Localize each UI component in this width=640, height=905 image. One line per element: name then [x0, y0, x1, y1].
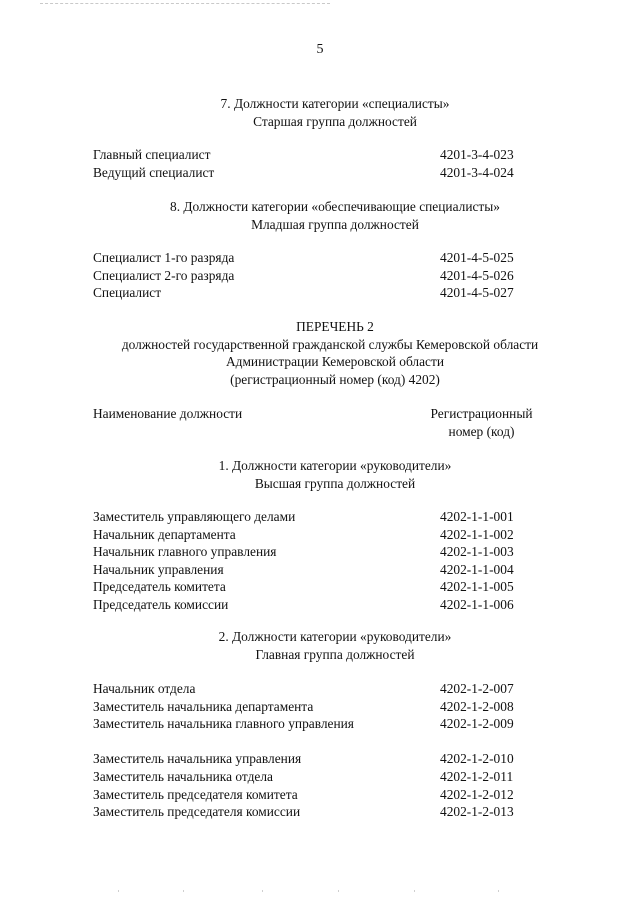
section-2-table: [0, 680, 640, 821]
position-code: 4202-1-2-011: [440, 768, 514, 784]
column-header-code-line1: Регистрационный: [430, 406, 533, 421]
position-code: 4201-4-5-025: [440, 250, 514, 265]
section-title: 7. Должности категории «специалисты»: [220, 96, 450, 111]
position-name: Специалист: [93, 285, 162, 301]
column-header-code: [424, 405, 539, 440]
table-row: [0, 596, 640, 614]
position-name: Председатель комиссии: [93, 596, 229, 612]
section-2-heading: [0, 628, 640, 663]
position-name: Заместитель председателя комиссии: [93, 804, 301, 820]
list-title: ПЕРЕЧЕНЬ 2: [296, 319, 374, 334]
position-name: Заместитель начальника управления: [93, 751, 302, 767]
position-code: 4202-1-2-013: [440, 804, 514, 820]
table-header-row: [0, 405, 640, 441]
section-1-table: [0, 508, 640, 614]
position-name: Специалист 2-го разряда: [93, 267, 235, 283]
position-code: 4202-1-2-009: [440, 716, 514, 732]
table-row: [0, 680, 640, 698]
table-row: [0, 715, 640, 750]
position-name: Начальник отдела: [93, 681, 196, 696]
section-7-table: [0, 146, 640, 181]
position-name: Начальник главного управления: [93, 544, 277, 560]
position-name: Председатель комитета: [93, 579, 226, 595]
position-code: 4202-1-2-007: [440, 681, 514, 696]
column-header-code-line2: номер (код): [448, 423, 515, 439]
section-subtitle: Высшая группа должностей: [254, 475, 416, 491]
table-row: [0, 786, 640, 804]
table-row: [0, 803, 640, 821]
table-row: [0, 164, 640, 182]
section-subtitle: Главная группа должностей: [255, 646, 415, 662]
scan-mark: [118, 890, 119, 892]
position-code: 4201-3-4-024: [440, 164, 514, 180]
list-authority: Администрации Кемеровской области: [225, 354, 445, 370]
scan-mark: [262, 890, 263, 892]
position-code: 4202-1-2-008: [440, 698, 514, 714]
position-name: Специалист 1-го разряда: [93, 250, 235, 265]
scan-mark: [498, 890, 499, 892]
position-name: Заместитель начальника отдела: [93, 768, 273, 784]
position-name: Главный специалист: [93, 147, 211, 162]
position-code: 4202-1-1-002: [440, 526, 514, 542]
position-name: Начальник управления: [93, 561, 224, 577]
scan-mark: [183, 890, 184, 892]
table-row: [0, 768, 640, 786]
position-name: Заместитель начальника департамента: [93, 698, 314, 714]
position-code: 4201-3-4-023: [440, 147, 514, 162]
position-code: 4202-1-1-001: [440, 509, 514, 524]
table-row: [0, 526, 640, 544]
table-header: [0, 405, 640, 441]
position-name: Ведущий специалист: [93, 164, 215, 180]
section-1-heading: [0, 457, 640, 492]
table-row: [0, 249, 640, 267]
position-code: 4202-1-1-003: [440, 544, 514, 560]
section-subtitle: Младшая группа должностей: [251, 216, 419, 232]
section-title: 2. Должности категории «руководители»: [218, 629, 452, 644]
list-registration-code: (регистрационный номер (код) 4202): [230, 371, 440, 387]
table-row: [0, 698, 640, 716]
scan-mark: [338, 890, 339, 892]
section-8-table: [0, 249, 640, 302]
position-name: Начальник департамента: [93, 526, 236, 542]
section-8-heading: [0, 198, 640, 233]
page-number: 5: [316, 42, 324, 57]
list-2-heading: [0, 318, 640, 388]
scan-mark: [414, 890, 415, 892]
table-row: [0, 284, 640, 302]
table-row: [0, 750, 640, 768]
position-code: 4201-4-5-027: [440, 285, 514, 301]
position-code: 4202-1-1-005: [440, 579, 514, 595]
section-subtitle: Старшая группа должностей: [253, 113, 417, 129]
table-row: [0, 578, 640, 596]
position-name: Заместитель управляющего делами: [93, 509, 296, 524]
section-title: 8. Должности категории «обеспечивающие специалисты»: [170, 199, 500, 214]
table-row: [0, 146, 640, 164]
position-code: 4202-1-1-006: [440, 596, 514, 612]
position-code: 4202-1-2-010: [440, 751, 514, 767]
position-name: Заместитель председателя комитета: [93, 786, 298, 802]
position-code: 4201-4-5-026: [440, 267, 514, 283]
table-row: [0, 561, 640, 579]
position-name: Заместитель начальника главного управления: [93, 716, 354, 732]
position-code: 4202-1-2-012: [440, 786, 514, 802]
table-row: [0, 508, 640, 526]
table-row: [0, 543, 640, 561]
list-description: должностей государственной гражданской службы Кемеровской области: [121, 336, 539, 352]
table-row: [0, 267, 640, 285]
column-header-name: Наименование должности: [93, 406, 243, 421]
section-title: 1. Должности категории «руководители»: [218, 458, 452, 473]
scan-edge-marks: [0, 890, 640, 892]
section-7-heading: [0, 95, 640, 130]
position-code: 4202-1-1-004: [440, 561, 514, 577]
